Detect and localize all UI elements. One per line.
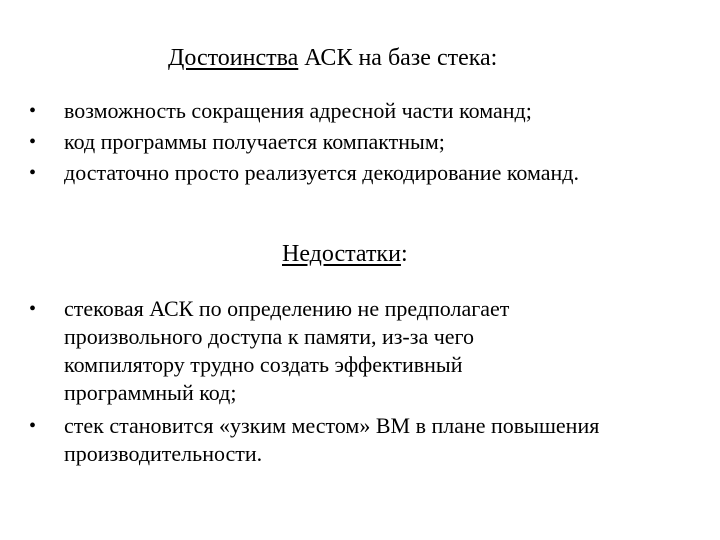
list-item-text: достаточно просто реализуется декодирование команд. [64, 160, 579, 185]
advantages-heading [168, 44, 497, 72]
list-item [0, 412, 720, 468]
list-item [0, 159, 720, 187]
disadvantages-heading-rest: : [400, 241, 408, 267]
list-item [0, 295, 720, 407]
advantages-list [0, 97, 720, 190]
list-item-text: код программы получается компактным; [64, 129, 445, 154]
disadvantages-heading [282, 240, 408, 268]
list-item-line: стек становится «узким местом» ВМ в плане повышения [64, 413, 600, 438]
list-item-line: произвольного доступа к памяти, из-за чего [64, 324, 475, 349]
list-item [0, 128, 720, 156]
list-item-line: производительности. [64, 441, 263, 466]
disadvantages-heading-underlined: Недостатки [282, 241, 401, 267]
list-item-line: стековая АСК по определению не предполагает [64, 296, 510, 321]
bullet-icon: • [29, 162, 37, 184]
advantages-heading-rest: АСК на базе стека: [298, 45, 498, 71]
list-item-text: возможность сокращения адресной части команд; [64, 98, 532, 123]
bullet-icon: • [29, 100, 37, 122]
disadvantages-list [0, 295, 720, 473]
list-item-line: компилятору трудно создать эффективный [64, 352, 463, 377]
bullet-icon: • [29, 131, 37, 153]
list-item [0, 97, 720, 125]
list-item-line: программный код; [64, 380, 237, 405]
bullet-icon: • [29, 415, 37, 437]
bullet-icon: • [29, 298, 37, 320]
advantages-heading-underlined: Достоинства [168, 45, 299, 71]
